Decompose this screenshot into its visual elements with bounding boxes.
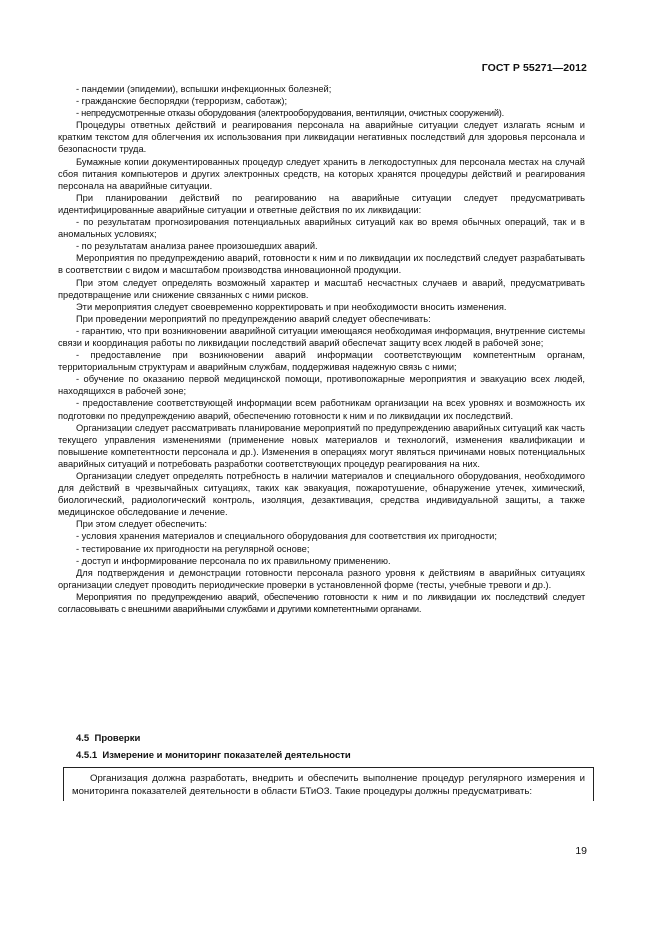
subsection-title: Измерение и мониторинг показателей деятельности <box>102 750 351 761</box>
paragraph: При этом следует определять возможный характер и масштаб несчастных случаев и аварий, предусматривать предотвращение или снижение связанных с ними рисков. <box>58 277 585 300</box>
body-text <box>58 83 585 615</box>
page-number: 19 <box>575 845 587 857</box>
paragraph: - предоставление соответствующей информации всем работникам организации на всех уровнях и возможность их подготовки по предупреждению аварий, обеспечению готовности к ним и по ликвидации их последствий. <box>58 398 585 421</box>
paragraph: Процедуры ответных действий и реагирования персонала на аварийные ситуации следует излагать ясным и кратким текстом для облегчения их использования при ликвидации негативных последствий для здоровья персонала и безопасности труда. <box>58 120 585 155</box>
paragraph: Мероприятия по предупреждению аварий, готовности к ним и по ликвидации их последствий следует разрабатывать в соответствии с видом и масштабом производства инновационной продукции. <box>58 253 585 276</box>
page-header-standard: ГОСТ Р 55271—2012 <box>481 62 587 74</box>
paragraph: - по результатам прогнозирования потенциальных аварийных ситуаций как во время обычных операций, так и в аномальных условиях; <box>58 217 585 240</box>
paragraph: - гарантию, что при возникновении аварийной ситуации имеющаяся необходимая информация, внутренние системы связи и координация работы по ликвидации последствий аварий обеспечат защиту всех людей в рабочей зоне; <box>58 325 585 348</box>
paragraph: - по результатам анализа ранее произошедших аварий. <box>76 241 318 252</box>
paragraph: Организации следует определять потребность в наличии материалов и специального оборудования, необходимого для действий в чрезвычайных ситуациях, таких как эвакуация, пожаротушение, обнаружение утечек, химический, биологический, радиологический контроль, изоляция, дезактивация, средства индивидуальной защиты, а также медицинское обследование и лечение. <box>58 471 585 518</box>
paragraph: Эти мероприятия следует своевременно корректировать и при необходимости вносить изменения. <box>76 301 507 312</box>
paragraph: При проведении мероприятий по предупреждению аварий следует обеспечивать: <box>76 313 431 324</box>
paragraph: При этом следует обеспечить: <box>76 519 208 530</box>
section-number: 4.5 <box>76 733 90 744</box>
paragraph: - гражданские беспорядки (терроризм, саботаж); <box>76 96 288 107</box>
paragraph: - непредусмотренные отказы оборудования (электрооборудования, вентиляции, очистных сооружений). <box>76 108 504 119</box>
paragraph: Для подтверждения и демонстрации готовности персонала разного уровня к действиям в аварийных ситуациях организации следует проводить периодические проверки в установленной форме (тесты, учебные тревоги и др.). <box>58 567 585 590</box>
paragraph: - тестирование их пригодности на регулярной основе; <box>76 543 310 554</box>
subsection-number: 4.5.1 <box>76 750 98 761</box>
section-heading-4-5-1 <box>76 750 351 761</box>
paragraph: - предоставление при возникновении аварий информации соответствующим компетентным органам, территориальным структурам и аварийным службам, поддерживая надежную связь с ними; <box>58 350 585 373</box>
paragraph: При планировании действий по реагированию на аварийные ситуации следует предусматривать идентифицированные аварийные ситуации и ответные действия по их ликвидации: <box>58 192 585 215</box>
paragraph: - условия хранения материалов и специального оборудования для соответствия их пригодности; <box>76 531 497 542</box>
paragraph: Организации следует рассматривать планирование мероприятий по предупреждению аварийных ситуаций как часть текущего управления изменениями (применение новых материалов и технологий, изменения квалификации и повышение компетентности персонала и др.). Изменения в операциях могут являться причинами новых потенциальных аварийных ситуаций и потребовать разработки соответствующих процедур реагирования на них. <box>58 422 585 469</box>
paragraph: Бумажные копии документированных процедур следует хранить в легкодоступных для персонала местах на случай сбоя питания компьютеров и других электронных средств, на которых хранятся процедуры действий и реагирования персонала на аварийные ситуации. <box>58 156 585 191</box>
section-heading-4-5 <box>76 733 140 744</box>
framed-requirement-box <box>63 767 594 801</box>
paragraph: - доступ и информирование персонала по их правильному применению. <box>76 555 391 566</box>
paragraph: - пандемии (эпидемии), вспышки инфекционных болезней; <box>76 84 332 94</box>
paragraph: - обучение по оказанию первой медицинской помощи, противопожарные мероприятия и эвакуацию всех людей, находящихся в рабочей зоне; <box>58 374 585 397</box>
paragraph: Мероприятия по предупреждению аварий, обеспечению готовности к ним и по ликвидации их последствий следует согласовывать с внешними аварийными службами и другими компетентными органами. <box>58 591 585 615</box>
section-title: Проверки <box>94 733 141 744</box>
framed-requirement-text: Организация должна разработать, внедрить и обеспечить выполнение процедур регулярного измерения и мониторинга показателей деятельности в области БТиОЗ. Такие процедуры должны предусматривать: <box>72 773 585 798</box>
